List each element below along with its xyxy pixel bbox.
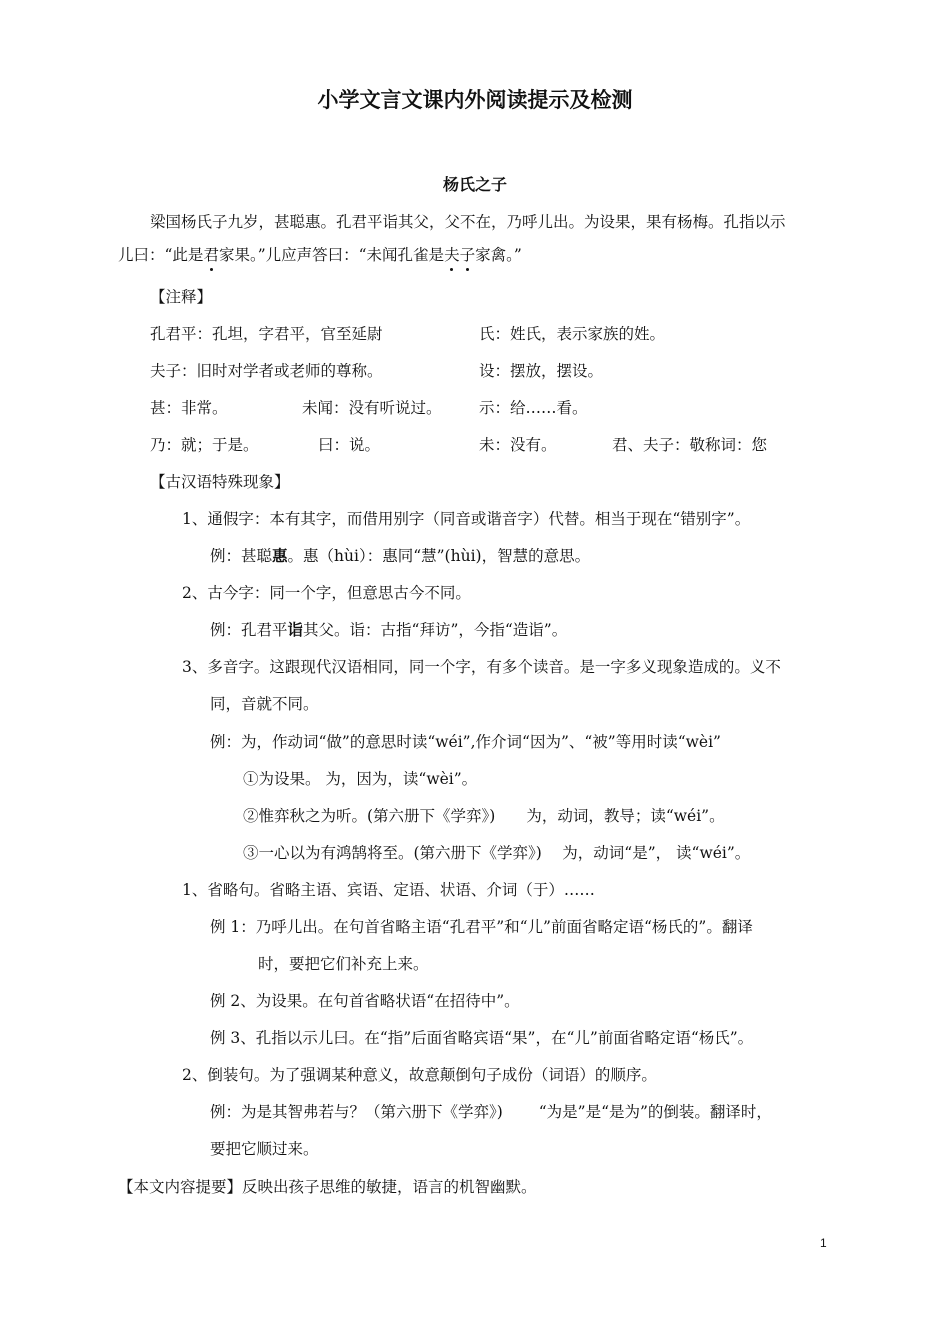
phenomenon-gujinzi: 2、古今字：同一个字，但意思古今不同。: [182, 584, 471, 602]
note-shen: 甚：非常。: [150, 399, 228, 417]
omission-example-1-cont: 时，要把它们补充上来。: [258, 955, 429, 973]
emphasis-dot-char: 子: [459, 246, 476, 264]
note-kong-junping: 孔君平：孔坦，字君平，官至延尉: [150, 325, 383, 343]
note-jun-fuzi: 君、夫子：敬称词：您: [612, 436, 768, 454]
phenomenon-duoyinzi: 3、多音字。这跟现代汉语相同，同一个字，有多个读音。是一字多义现象造成的。义不: [182, 658, 781, 676]
phenomenon-gujinzi-example: 例：孔君平诣其父。诣：古指“拜访”，今指“造诣”。: [210, 620, 568, 639]
omission-example-3: 例 3、孔指以示儿曰。在“指”后面省略宾语“果”，在“儿”前面省略定语“杨氏”。: [210, 1029, 754, 1047]
duoyinzi-example-2: ②惟弈秋之为听。(第六册下《学弈》) 为，动词，教导；读“wéi”。: [243, 807, 725, 825]
page-number: 1: [820, 1236, 827, 1250]
note-weiwen: 未闻：没有听说过。: [302, 399, 442, 417]
note-she: 设：摆放，摆设。: [479, 362, 604, 380]
phenomenon-omission: 1、省略句。省略主语、宾语、定语、状语、介词（于）……: [182, 881, 595, 899]
phenomena-heading: 【古汉语特殊现象】: [150, 473, 290, 491]
note-yue: 曰：说。: [318, 436, 381, 454]
passage-line-2: 儿曰：“此是君家果。”儿应声答曰：“未闻孔雀是夫子家禽。”: [118, 246, 522, 264]
phenomenon-tongjiazi: 1、通假字：本有其字，而借用别字（同音或谐音字）代替。相当于现在“错别字”。: [182, 510, 751, 528]
duoyinzi-example-3: ③一心以为有鸿鹄将至。(第六册下《学弈》) 为，动词“是”， 读“wéi”。: [243, 844, 751, 862]
emphasis-dot-char: 夫: [444, 246, 460, 264]
phenomenon-inversion: 2、倒装句。为了强调某种意义，故意颠倒句子成份（词语）的顺序。: [182, 1066, 657, 1084]
inversion-example: 例：为是其智弗若与？（第六册下《学弈》) “为是”是“是为”的倒装。翻译时，: [210, 1103, 772, 1121]
duoyinzi-example-1: ①为设果。 为，因为，读“wèi”。: [243, 770, 478, 788]
omission-example-1: 例 1：乃呼儿出。在句首省略主语“孔君平”和“儿”前面省略定语“杨氏的”。翻译: [210, 918, 753, 936]
document-title: 小学文言文课内外阅读提示及检测: [317, 88, 633, 112]
content-summary: 【本文内容提要】反映出孩子思维的敏捷，语言的机智幽默。: [118, 1178, 537, 1196]
note-fuzi: 夫子：旧时对学者或老师的尊称。: [150, 362, 383, 380]
phenomenon-duoyinzi-example: 例：为，作动词“做”的意思时读“wéi”,作介词“因为”、“被”等用时读“wèi”: [210, 733, 721, 751]
omission-example-2: 例 2、为设果。在句首省略状语“在招待中”。: [210, 992, 520, 1010]
inversion-example-cont: 要把它顺过来。: [210, 1140, 319, 1158]
emphasis-dot-char: 君: [203, 246, 219, 264]
note-nai: 乃：就；于是。: [150, 436, 259, 454]
note-shi-show: 示：给……看。: [479, 399, 588, 417]
passage-line-1: 梁国杨氏子九岁，甚聪惠。孔君平诣其父，父不在，乃呼儿出。为设果，果有杨梅。孔指以示: [150, 213, 786, 231]
phenomenon-duoyinzi-cont: 同，音就不同。: [210, 695, 319, 713]
note-shi: 氏：姓氏，表示家族的姓。: [479, 325, 666, 343]
notes-heading: 【注释】: [150, 288, 213, 306]
text-title: 杨氏之子: [442, 175, 507, 194]
phenomenon-tongjiazi-example: 例：甚聪惠。惠（hùi）：惠同“慧”(hùi)，智慧的意思。: [210, 546, 591, 565]
note-wei: 未：没有。: [479, 436, 557, 454]
